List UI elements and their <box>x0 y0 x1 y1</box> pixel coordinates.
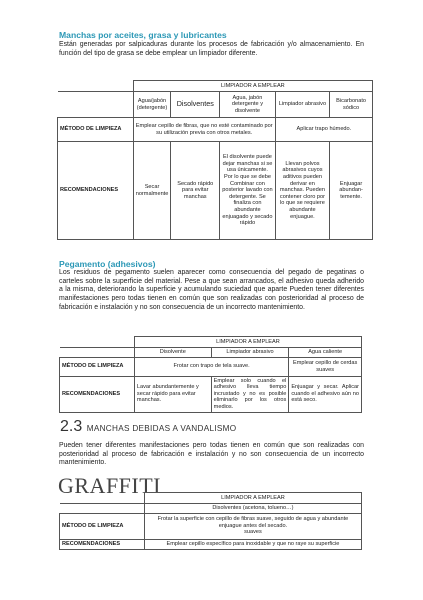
table-cell: Emplear solo cuando el adhesivo lleva tiempo incrustado y no es posible eliminarlo por los otros medios. <box>211 376 289 412</box>
table-header: LIMPIADOR A EMPLEAR <box>134 337 361 348</box>
table-cell: Frotar con trapo de tela suave. <box>134 357 288 376</box>
column-header: Agua caliente <box>289 348 362 358</box>
row-label: RECOMENDACIONES <box>60 376 135 412</box>
section-title-adhesives: Pegamento (adhesivos) <box>59 259 156 269</box>
table-cell: Aplicar trapo húmedo. <box>275 118 372 142</box>
column-header: Disolvente <box>134 348 211 358</box>
method-text: Frotar la superficie con cepillo de fibras suave, seguido de agua y abundante enjuague antes del secado. <box>157 516 349 529</box>
column-header: Agua/jabón (detergente) <box>133 92 171 118</box>
row-label: RECOMENDACIONES <box>58 142 134 240</box>
column-header: Agua, jabón detergente y disolvente <box>220 92 276 118</box>
row-label: MÉTODO DE LIMPIEZA <box>60 513 145 539</box>
section-title-grease: Manchas por aceites, grasa y lubricantes <box>59 30 227 40</box>
column-header: Limpiador abrasivo <box>275 92 329 118</box>
table-cell: Emplear cepillo de cerdas suaves <box>289 357 362 376</box>
table-cell: Emplear cepillo específico para inoxidable y que no raye su superficie <box>144 539 361 549</box>
section-title: MANCHAS DEBIDAS A VANDALISMO <box>86 424 237 433</box>
grease-cleaning-table <box>57 80 373 240</box>
section-paragraph-grease: Están generadas por salpicaduras durante los procesos de fabricación y/o almacenamiento. En función del tipo de grasa se debe emplear un limpiador diferente. <box>59 41 364 57</box>
table-cell: Enjuagar abundan-temente. <box>330 142 373 240</box>
row-label: MÉTODO DE LIMPIEZA <box>58 118 134 142</box>
column-header: Bicarbonato sódico <box>330 92 373 118</box>
column-header: Disolventes <box>171 92 220 118</box>
table-header: LIMPIADOR A EMPLEAR <box>144 493 361 504</box>
section-heading-vandalism <box>60 418 236 436</box>
method-text-tail: suaves <box>244 529 262 536</box>
graffiti-cleaning-table <box>59 492 362 550</box>
adhesive-cleaning-table <box>59 336 362 413</box>
table-cell: Emplear cepillo de fibras, que no esté contaminado por su utilización previa con otros metales. <box>133 118 275 142</box>
table-cell <box>144 513 361 539</box>
table-cell: Secar normalmente <box>133 142 171 240</box>
row-label: RECOMENDACIONES <box>60 539 145 549</box>
table-header: LIMPIADOR A EMPLEAR <box>133 81 372 92</box>
table-cell: Llevan polvos abrasivos cuyos aditivos pueden derivar en manchas. Pueden contener cloro por lo que se requiere abundante enjuague. <box>275 142 329 240</box>
table-cell: El disolvente puede dejar manchas si se usa únicamente. Por lo que se debe Combinar con posterior lavado con detergente. Se finaliza con abundante enjuagado y secado rápido <box>220 142 276 240</box>
table-cell: Secado rápido para evitar manchas <box>171 142 220 240</box>
column-header: Disolventes (acetona, tolueno…) <box>144 504 361 514</box>
row-label: MÉTODO DE LIMPIEZA <box>60 357 135 376</box>
column-header: Limpiador abrasivo <box>211 348 289 358</box>
graffiti-heading: GRAFFITI <box>58 473 162 498</box>
table-cell: Lavar abundantemente y secar rápido para evitar manchas. <box>134 376 211 412</box>
table-cell: Enjuagar y secar. Aplicar cuando el adhesivo aún no está seco. <box>289 376 362 412</box>
section-paragraph-vandalism: Pueden tener diferentes manifestaciones pero todas tienen en común que son realizadas con posterioridad al proceso de fabricación e instalación y no son consecuencia de un incorrecto mantenimiento. <box>59 442 364 467</box>
section-number: 2.3 <box>60 418 83 435</box>
section-paragraph-adhesives: Los residuos de pegamento suelen aparecer como consecuencia del pegado de pegatinas o carteles sobre la superficie del material. Pese a que sean arrancados, el adhesivo queda adherido a la misma, deteriorando la superficie y acumulando suciedad que aparte Pueden tener diferentes manifestaciones pero todas tienen en común que son realizadas con posterioridad al proceso de fabricación e instalación y no son consecuencia de un incorrecto mantenimiento. <box>59 269 364 311</box>
